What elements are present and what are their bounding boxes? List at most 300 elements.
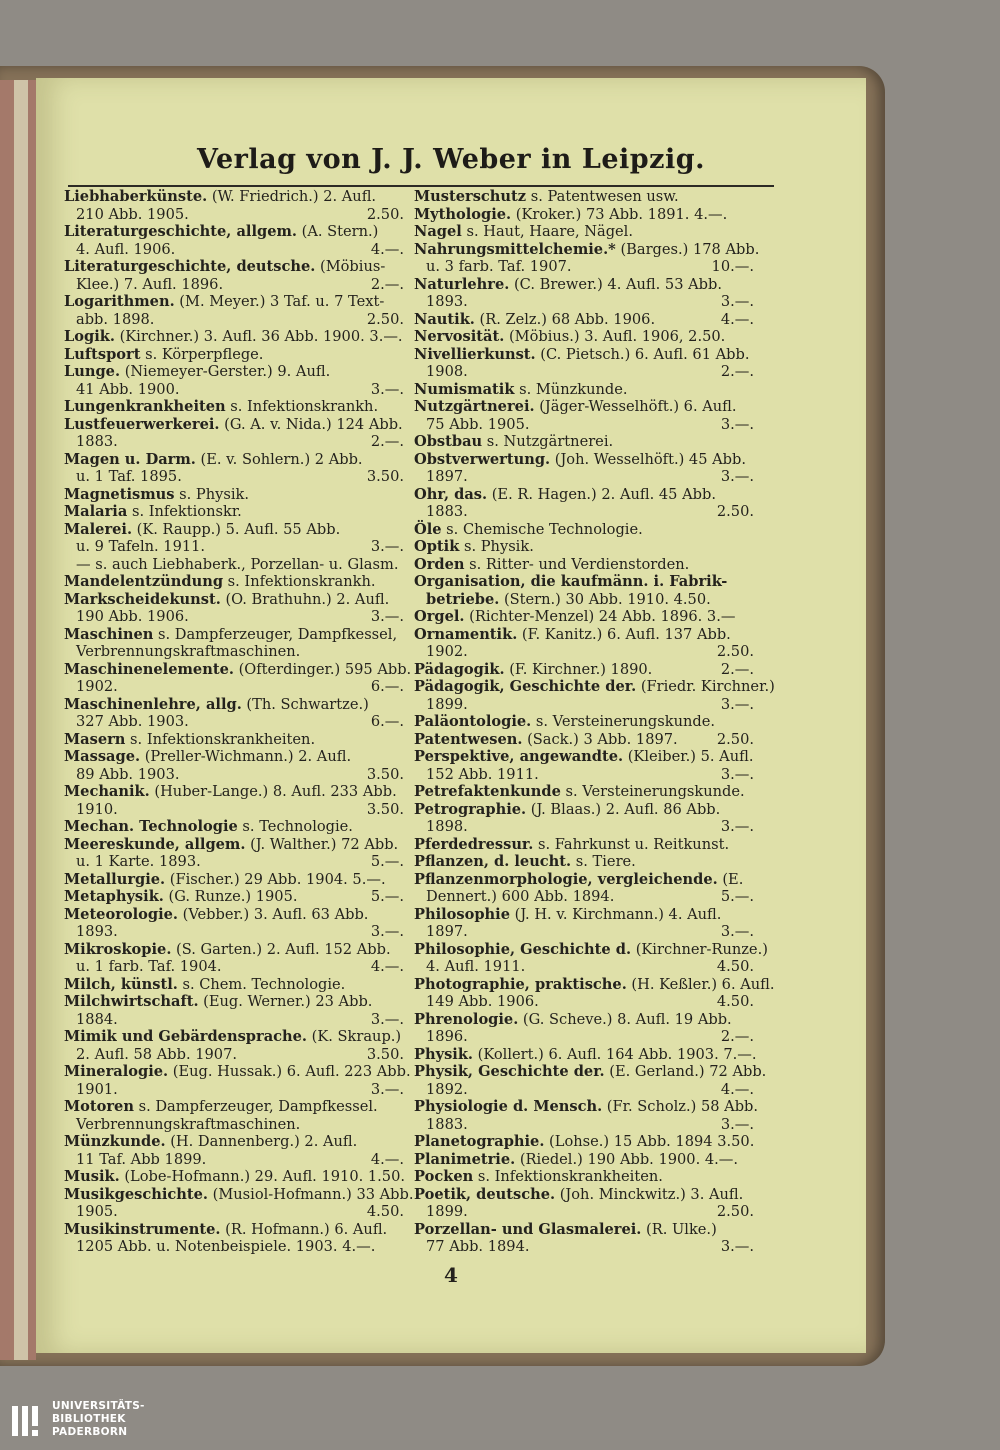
- catalog-entry: [64, 188, 404, 223]
- catalog-entry-heading: Meereskunde, allgem.: [64, 835, 246, 853]
- catalog-entry: [414, 1168, 754, 1186]
- catalog-entry-text: [414, 661, 715, 679]
- catalog-entry-price: 3.50.: [366, 765, 404, 783]
- catalog-entry-line: [64, 416, 404, 434]
- catalog-entry: [64, 748, 404, 783]
- catalog-entry-line: [64, 696, 404, 714]
- catalog-entry: [64, 293, 404, 328]
- catalog-entry: [414, 836, 754, 854]
- catalog-entry-text: [76, 381, 365, 399]
- catalog-entry-line: [414, 1028, 754, 1046]
- catalog-entry-heading: Luftsport: [64, 345, 141, 363]
- catalog-entry-price: 4.50.: [366, 1203, 404, 1220]
- catalog-entry-line: [414, 363, 754, 381]
- catalog-entry-text: [64, 521, 404, 539]
- catalog-entry-heading: Literaturgeschichte, deutsche.: [64, 258, 316, 275]
- catalog-entry-details: (Kollert.) 6. Aufl. 164 Abb. 1903. 7.—.: [473, 1045, 757, 1063]
- book-page: [36, 78, 866, 1353]
- catalog-entry-line: [64, 853, 404, 871]
- catalog-entry-text: [76, 206, 361, 224]
- catalog-entry-line: [64, 731, 404, 749]
- catalog-entry: [64, 696, 404, 731]
- catalog-entry-heading: Perspektive, angewandte.: [414, 748, 624, 765]
- catalog-entry-heading: Patentwesen.: [414, 730, 523, 748]
- catalog-entry-heading: Magen u. Darm.: [64, 450, 196, 468]
- catalog-entry-details: (G. Runze.) 1905.: [163, 888, 298, 905]
- catalog-entry-details: (M. Meyer.) 3 Taf. u. 7 Text-: [174, 293, 385, 310]
- catalog-entry-heading: Meteorologie.: [64, 905, 179, 923]
- catalog-entry-details: (R. Zelz.) 68 Abb. 1906.: [474, 310, 656, 328]
- catalog-entry-text: [414, 276, 754, 294]
- catalog-entry-text: [64, 328, 404, 346]
- catalog-entry-details: 2. Aufl. 58 Abb. 1907.: [76, 1045, 238, 1063]
- catalog-entry-line: [64, 398, 404, 416]
- catalog-entry-details: 1908.: [426, 363, 468, 380]
- catalog-entry-text: [426, 1081, 715, 1099]
- library-logo: [8, 1400, 158, 1444]
- catalog-entry-text: [414, 1098, 758, 1116]
- catalog-entry-text: [414, 1168, 754, 1186]
- catalog-entry-line: [64, 468, 404, 486]
- catalog-entry-line: [64, 783, 404, 801]
- catalog-entry-line: [414, 888, 754, 906]
- catalog-entry: [414, 188, 754, 206]
- catalog-entry-details: (E. Gerland.) 72 Abb.: [604, 1063, 767, 1080]
- catalog-entry-details: 75 Abb. 1905.: [426, 415, 530, 433]
- catalog-entry-line: [414, 661, 754, 679]
- catalog-entry-price: 10.—.: [711, 258, 754, 275]
- catalog-entry-text: [64, 293, 404, 311]
- catalog-entry-text: [414, 311, 715, 329]
- catalog-entry-details: 1893.: [426, 293, 468, 310]
- catalog-entry-details: abb. 1898.: [76, 310, 155, 328]
- catalog-entry-line: [64, 713, 404, 731]
- catalog-entry-line: [64, 1221, 404, 1239]
- catalog-entry-heading: Pferdedressur.: [414, 835, 534, 853]
- catalog-entry-line: [414, 975, 775, 994]
- catalog-entry-line: [414, 801, 754, 819]
- catalog-entry-line: [64, 433, 404, 451]
- catalog-entry-line: [414, 240, 760, 259]
- catalog-entry-text: [414, 328, 754, 346]
- catalog-entry-line: [414, 276, 754, 294]
- catalog-entry: [64, 836, 404, 871]
- catalog-entry-line: [64, 1203, 404, 1221]
- catalog-entry-line: [414, 468, 754, 486]
- catalog-entry-price: 2.50.: [716, 730, 754, 748]
- catalog-entry-line: [414, 206, 754, 224]
- catalog-entry-line: [414, 1116, 754, 1134]
- catalog-entry-details: (Joh. Minckwitz.) 3. Aufl.: [555, 1185, 744, 1203]
- catalog-entry-line: [64, 503, 404, 521]
- catalog-entry-line: [414, 713, 754, 731]
- catalog-entry-line: [64, 958, 404, 976]
- catalog-entry-details: 152 Abb. 1911.: [426, 765, 539, 783]
- catalog-entry-line: [64, 1151, 404, 1169]
- catalog-entry-line: [414, 1186, 754, 1204]
- catalog-entry-line: [414, 940, 768, 959]
- catalog-entry: [414, 678, 775, 713]
- catalog-entry-price: 3.—.: [370, 1010, 404, 1028]
- catalog-entry-text: [76, 311, 361, 329]
- catalog-entry-line: [64, 276, 404, 294]
- catalog-entry-details: (Lohse.) 15 Abb. 1894 3.50.: [544, 1133, 755, 1150]
- catalog-entry: [64, 626, 404, 661]
- catalog-entry: [414, 783, 754, 801]
- catalog-entry-line: [64, 1011, 404, 1029]
- catalog-entry-details: 1883.: [426, 503, 468, 520]
- library-logo-line: PADERBORN: [52, 1426, 128, 1438]
- catalog-entry-line: [414, 486, 754, 504]
- catalog-entry: [414, 1151, 754, 1169]
- catalog-entry-price: 4.—.: [370, 1150, 404, 1168]
- catalog-column-left: [64, 188, 414, 1256]
- catalog-entry-text: [414, 1186, 754, 1204]
- catalog-entry: [64, 731, 404, 749]
- catalog-entry-text: [64, 1168, 405, 1186]
- catalog-entry-details: (A. Stern.): [297, 223, 379, 240]
- catalog-entry-heading: Nautik.: [414, 310, 475, 328]
- catalog-entry-details: 190 Abb. 1906.: [76, 608, 189, 625]
- catalog-entry: [64, 328, 404, 346]
- catalog-entry-text: [64, 591, 404, 609]
- catalog-entry-price: 3.—.: [720, 468, 754, 485]
- catalog-entry-line: [64, 451, 404, 469]
- catalog-entry-text: [414, 748, 754, 766]
- catalog-entry-details: s. Chemische Technologie.: [441, 520, 643, 538]
- catalog-entry: [414, 1098, 759, 1133]
- catalog-entry-details: (K. Skraup.): [307, 1028, 402, 1045]
- catalog-entry: [414, 1133, 754, 1151]
- catalog-entry-text: [414, 206, 754, 224]
- catalog-entry-price: 3.—.: [370, 538, 404, 555]
- catalog-entry-details: s. Körperpflege.: [140, 345, 264, 363]
- catalog-entry-text: [414, 433, 754, 451]
- catalog-entry: [414, 346, 754, 381]
- catalog-entry-details: (G. Scheve.) 8. Aufl. 19 Abb.: [518, 1010, 732, 1028]
- catalog-entry-line: [64, 660, 412, 679]
- catalog-entry-heading: Maschinenlehre, allg.: [64, 695, 242, 713]
- catalog-entry-text: [76, 1151, 365, 1169]
- catalog-entry-details: 1905.: [76, 1203, 118, 1220]
- catalog-entry-price: 4.50.: [716, 958, 754, 975]
- catalog-entry-line: [64, 818, 404, 836]
- catalog-entry-text: [76, 1116, 404, 1134]
- catalog-entry-details: (Kroker.) 73 Abb. 1891. 4.—.: [511, 205, 728, 223]
- catalog-entry-line: [414, 521, 754, 539]
- catalog-entry: [64, 1168, 404, 1186]
- catalog-entry-line: [64, 906, 404, 924]
- catalog-entry-text: [64, 486, 404, 504]
- catalog-entry-text: [414, 906, 754, 924]
- catalog-entry-line: [414, 678, 775, 696]
- catalog-entry-heading: Orden: [414, 555, 465, 573]
- catalog-entry-text: [76, 923, 365, 941]
- catalog-entry-details: 77 Abb. 1894.: [426, 1238, 530, 1255]
- catalog-entry: [414, 713, 754, 731]
- catalog-entry-heading: Logarithmen.: [64, 293, 175, 310]
- catalog-entry-heading: Nervosität.: [414, 328, 505, 345]
- catalog-entry: [414, 1011, 754, 1046]
- catalog-entry-details: (C. Brewer.) 4. Aufl. 53 Abb.: [509, 275, 722, 293]
- catalog-entry-heading: Poetik, deutsche.: [414, 1185, 556, 1203]
- catalog-entry-text: [414, 836, 754, 854]
- catalog-entry-price: 2.50.: [366, 205, 404, 223]
- catalog-entry-heading: Physik.: [414, 1045, 474, 1063]
- catalog-entry-price: 3.—.: [370, 608, 404, 625]
- catalog-entry-line: [414, 643, 754, 661]
- catalog-entry-price: 3.50.: [366, 1045, 404, 1063]
- catalog-entry-details: 4. Aufl. 1906.: [76, 240, 176, 258]
- catalog-entry-details: (Musiol-Hofmann.) 33 Abb.: [208, 1185, 414, 1203]
- catalog-entry-price: 4.50.: [716, 993, 754, 1010]
- catalog-entry-price: 3.50.: [366, 468, 404, 485]
- catalog-entry-line: [64, 241, 404, 259]
- catalog-entry-details: s. Fahrkunst u. Reitkunst.: [533, 835, 730, 853]
- catalog-entry-text: [426, 591, 754, 609]
- catalog-entry-heading: Magnetismus: [64, 485, 175, 503]
- catalog-entry-line: [64, 311, 404, 329]
- catalog-entry-line: [64, 363, 404, 381]
- catalog-entry-heading: Mandelentzündung: [64, 573, 224, 590]
- catalog-entry-text: [64, 346, 404, 364]
- catalog-entry-text: [64, 1063, 411, 1081]
- catalog-entry-text: [414, 556, 754, 574]
- catalog-entry: [414, 381, 754, 399]
- catalog-entry-heading: Metaphysik.: [64, 888, 164, 905]
- catalog-entry-details: (C. Pietsch.) 6. Aufl. 61 Abb.: [535, 345, 750, 363]
- catalog-entry: [414, 451, 754, 486]
- catalog-entry: [64, 591, 404, 626]
- catalog-entry-text: [64, 731, 404, 749]
- catalog-entry-text: [64, 258, 404, 276]
- catalog-entry-line: [64, 1185, 414, 1204]
- catalog-entry-details: (Huber-Lange.) 8. Aufl. 233 Abb.: [149, 783, 397, 800]
- catalog-entry-heading: Metallurgie.: [64, 870, 166, 888]
- catalog-entry: [64, 1063, 411, 1098]
- catalog-entry-details: s. Münzkunde.: [514, 380, 628, 398]
- catalog-entry-line: [414, 818, 754, 836]
- catalog-entry-details: (Barges.) 178 Abb.: [615, 240, 760, 258]
- catalog-entry-details: s. Dampferzeuger, Dampfkessel,: [153, 625, 398, 643]
- catalog-entry-line: [414, 1238, 754, 1256]
- catalog-entry-heading: Musik.: [64, 1168, 120, 1185]
- catalog-entry-heading: Philosophie, Geschichte d.: [414, 940, 632, 958]
- catalog-entry-price: 5.—.: [370, 888, 404, 905]
- catalog-entry-line: [64, 836, 404, 854]
- catalog-entry-text: [414, 398, 754, 416]
- catalog-entry-heading: Malerei.: [64, 520, 133, 538]
- catalog-entry-line: [414, 328, 754, 346]
- catalog-entry-details: (H. Dannenberg.) 2. Aufl.: [165, 1133, 358, 1150]
- catalog-entry-price: 3.—.: [370, 1080, 404, 1098]
- catalog-entry-heading: Organisation, die kaufmänn. i. Fabrik-: [414, 573, 728, 590]
- catalog-entry: [414, 906, 754, 941]
- catalog-entry-price: 3.—.: [720, 818, 754, 835]
- header-rule: [68, 185, 774, 187]
- catalog-entry-text: [414, 573, 754, 591]
- catalog-entry-heading: Musterschutz: [414, 188, 527, 205]
- catalog-entry: [64, 888, 404, 906]
- catalog-entry-details: (Kleiber.) 5. Aufl.: [623, 748, 754, 765]
- catalog-entry-details: (G. A. v. Nida.) 124 Abb.: [219, 415, 403, 433]
- catalog-entry-heading: Ornamentik.: [414, 625, 518, 643]
- catalog-entry-price: 3.—.: [720, 923, 754, 940]
- catalog-entry-price: 6.—.: [370, 678, 404, 695]
- catalog-entry-line: [414, 731, 754, 749]
- catalog-entry-details: (Sack.) 3 Abb. 1897.: [522, 730, 678, 748]
- catalog-entry-details: (Eug. Hussak.) 6. Aufl. 223 Abb.: [168, 1063, 411, 1080]
- catalog-entry: [414, 398, 754, 433]
- catalog-entry-text: [426, 958, 711, 976]
- catalog-entry-line: [414, 836, 754, 854]
- catalog-entry-text: [414, 853, 754, 871]
- catalog-entry-heading: Mikroskopie.: [64, 940, 172, 958]
- catalog-entry-line: [64, 521, 404, 539]
- catalog-entry-details: (E. v. Sohlern.) 2 Abb.: [195, 450, 363, 468]
- catalog-entry-text: [76, 766, 361, 784]
- catalog-entry-details: Verbrennungskraftmaschinen.: [76, 1115, 301, 1133]
- catalog-entry-line: [64, 556, 404, 574]
- catalog-entry-line: [414, 538, 754, 556]
- catalog-entry: [64, 258, 404, 293]
- catalog-entry-line: [64, 1046, 404, 1064]
- catalog-entry-details: s. Infektionskr.: [127, 503, 242, 520]
- catalog-entry: [64, 1098, 404, 1133]
- catalog-entry-text: [76, 1011, 365, 1029]
- catalog-entry-text: [414, 538, 754, 556]
- catalog-entry-details: (Vebber.) 3. Aufl. 63 Abb.: [178, 905, 369, 923]
- catalog-entry-text: [64, 888, 365, 906]
- catalog-entry-line: [414, 591, 754, 609]
- catalog-entry-price: 2.50.: [366, 310, 404, 328]
- catalog-entry-heading: Mechan. Technologie: [64, 818, 238, 835]
- catalog-entry-details: s. Haut, Haare, Nägel.: [461, 223, 633, 240]
- catalog-entry-heading: Obstbau: [414, 433, 483, 450]
- catalog-entry-line: [64, 626, 404, 644]
- catalog-entry-text: [76, 556, 404, 574]
- catalog-entry-details: u. 1 Karte. 1893.: [76, 853, 201, 870]
- catalog-entry-line: [414, 993, 754, 1011]
- catalog-entry-text: [414, 713, 754, 731]
- catalog-entry: [414, 206, 754, 224]
- catalog-entry: [64, 660, 412, 696]
- catalog-entry: [414, 240, 760, 276]
- catalog-entry-text: [64, 398, 404, 416]
- catalog-entry-text: [426, 363, 715, 381]
- catalog-entry-heading: Malaria: [64, 503, 128, 520]
- catalog-entry-details: (W. Friedrich.) 2. Aufl.: [207, 188, 377, 205]
- catalog-entry-line: [64, 346, 404, 364]
- catalog-entry-text: [414, 608, 754, 626]
- catalog-entry-details: (Eug. Werner.) 23 Abb.: [198, 993, 373, 1010]
- catalog-entry-price: 2.—.: [720, 660, 754, 678]
- catalog-entry-text: [426, 1028, 715, 1046]
- catalog-entry-heading: betriebe.: [426, 590, 500, 608]
- catalog-entry-heading: Lunge.: [64, 363, 121, 380]
- catalog-entry-heading: Masern: [64, 730, 126, 748]
- catalog-entry-price: 3.—.: [370, 923, 404, 940]
- catalog-entry-line: [414, 783, 754, 801]
- library-logo-text: [52, 1400, 145, 1439]
- catalog-entry-details: (J. Walther.) 72 Abb.: [245, 835, 399, 853]
- catalog-entry: [64, 871, 404, 889]
- catalog-entry: [64, 993, 404, 1028]
- catalog-entry-text: [64, 188, 404, 206]
- catalog-entry: [414, 608, 754, 626]
- catalog-entry-heading: Liebhaberkünste.: [64, 188, 208, 205]
- catalog-entry-details: (R. Ulke.): [641, 1220, 717, 1238]
- catalog-entry: [64, 1221, 404, 1256]
- catalog-entry-text: [414, 188, 754, 206]
- catalog-entry-text: [64, 363, 404, 381]
- catalog-entry-line: [64, 1168, 404, 1186]
- catalog-entry-text: [414, 521, 754, 539]
- catalog-entry-text: [414, 241, 759, 259]
- catalog-entry-line: [414, 958, 754, 976]
- catalog-entry: [414, 486, 754, 521]
- catalog-entry-line: [64, 1116, 404, 1134]
- catalog-entry-heading: Numismatik: [414, 380, 515, 398]
- catalog-entry: [414, 853, 754, 871]
- catalog-entry-details: 1897.: [426, 468, 468, 485]
- catalog-entry-text: [426, 766, 715, 784]
- catalog-entry-details: 11 Taf. Abb 1899.: [76, 1150, 207, 1168]
- catalog-entry-line: [64, 766, 404, 784]
- catalog-entry: [414, 556, 754, 574]
- catalog-entry: [414, 328, 754, 346]
- catalog-entry: [414, 1186, 754, 1221]
- catalog-entry-details: s. Physik.: [174, 485, 249, 503]
- catalog-entry-line: [414, 293, 754, 311]
- catalog-entry-price: 2.—.: [370, 433, 404, 450]
- catalog-entry-details: Klee.) 7. Aufl. 1896.: [76, 275, 224, 293]
- catalog-entry-price: 3.—.: [720, 1115, 754, 1133]
- catalog-entry-heading: Maschinenelemente.: [64, 660, 234, 678]
- catalog-entry-price: 6.—.: [370, 713, 404, 730]
- catalog-entry-details: (F. Kirchner.) 1890.: [504, 660, 653, 678]
- catalog-entry-text: [414, 1221, 754, 1239]
- catalog-entry-line: [64, 293, 404, 311]
- catalog-entry-line: [414, 853, 754, 871]
- catalog-entry-price: 3.50.: [366, 800, 404, 818]
- catalog-entry-heading: Photographie, praktische.: [414, 975, 627, 993]
- catalog-entry-text: [76, 853, 365, 871]
- catalog-entry: [64, 783, 404, 818]
- catalog-entry-line: [64, 381, 404, 399]
- catalog-entry-details: 327 Abb. 1903.: [76, 713, 189, 730]
- catalog-entry-details: (Möbius.) 3. Aufl. 1906, 2.50.: [504, 328, 726, 345]
- catalog-entry-text: [64, 451, 404, 469]
- catalog-entry-details: (Möbius-: [315, 258, 386, 275]
- catalog-entry-line: [414, 398, 754, 416]
- catalog-entry-line: [414, 1098, 759, 1116]
- catalog-entry: [64, 1028, 404, 1063]
- catalog-entry-line: [64, 1133, 404, 1151]
- catalog-entry: [414, 731, 754, 749]
- catalog-entry-details: s. Versteinerungskunde.: [560, 783, 745, 800]
- catalog-entry: [414, 871, 754, 906]
- catalog-entry-details: s. Versteinerungskunde.: [531, 713, 716, 730]
- catalog-entry-text: [426, 1238, 715, 1256]
- catalog-entry-text: [426, 1116, 715, 1134]
- catalog-entry-details: 1899.: [426, 1203, 468, 1220]
- catalog-entry-text: [414, 731, 711, 749]
- catalog-entry-text: [426, 888, 715, 906]
- catalog-entry-details: 1883.: [76, 433, 118, 450]
- catalog-entry-price: 2.50.: [716, 1203, 754, 1220]
- catalog-entry-heading: Logik.: [64, 328, 115, 345]
